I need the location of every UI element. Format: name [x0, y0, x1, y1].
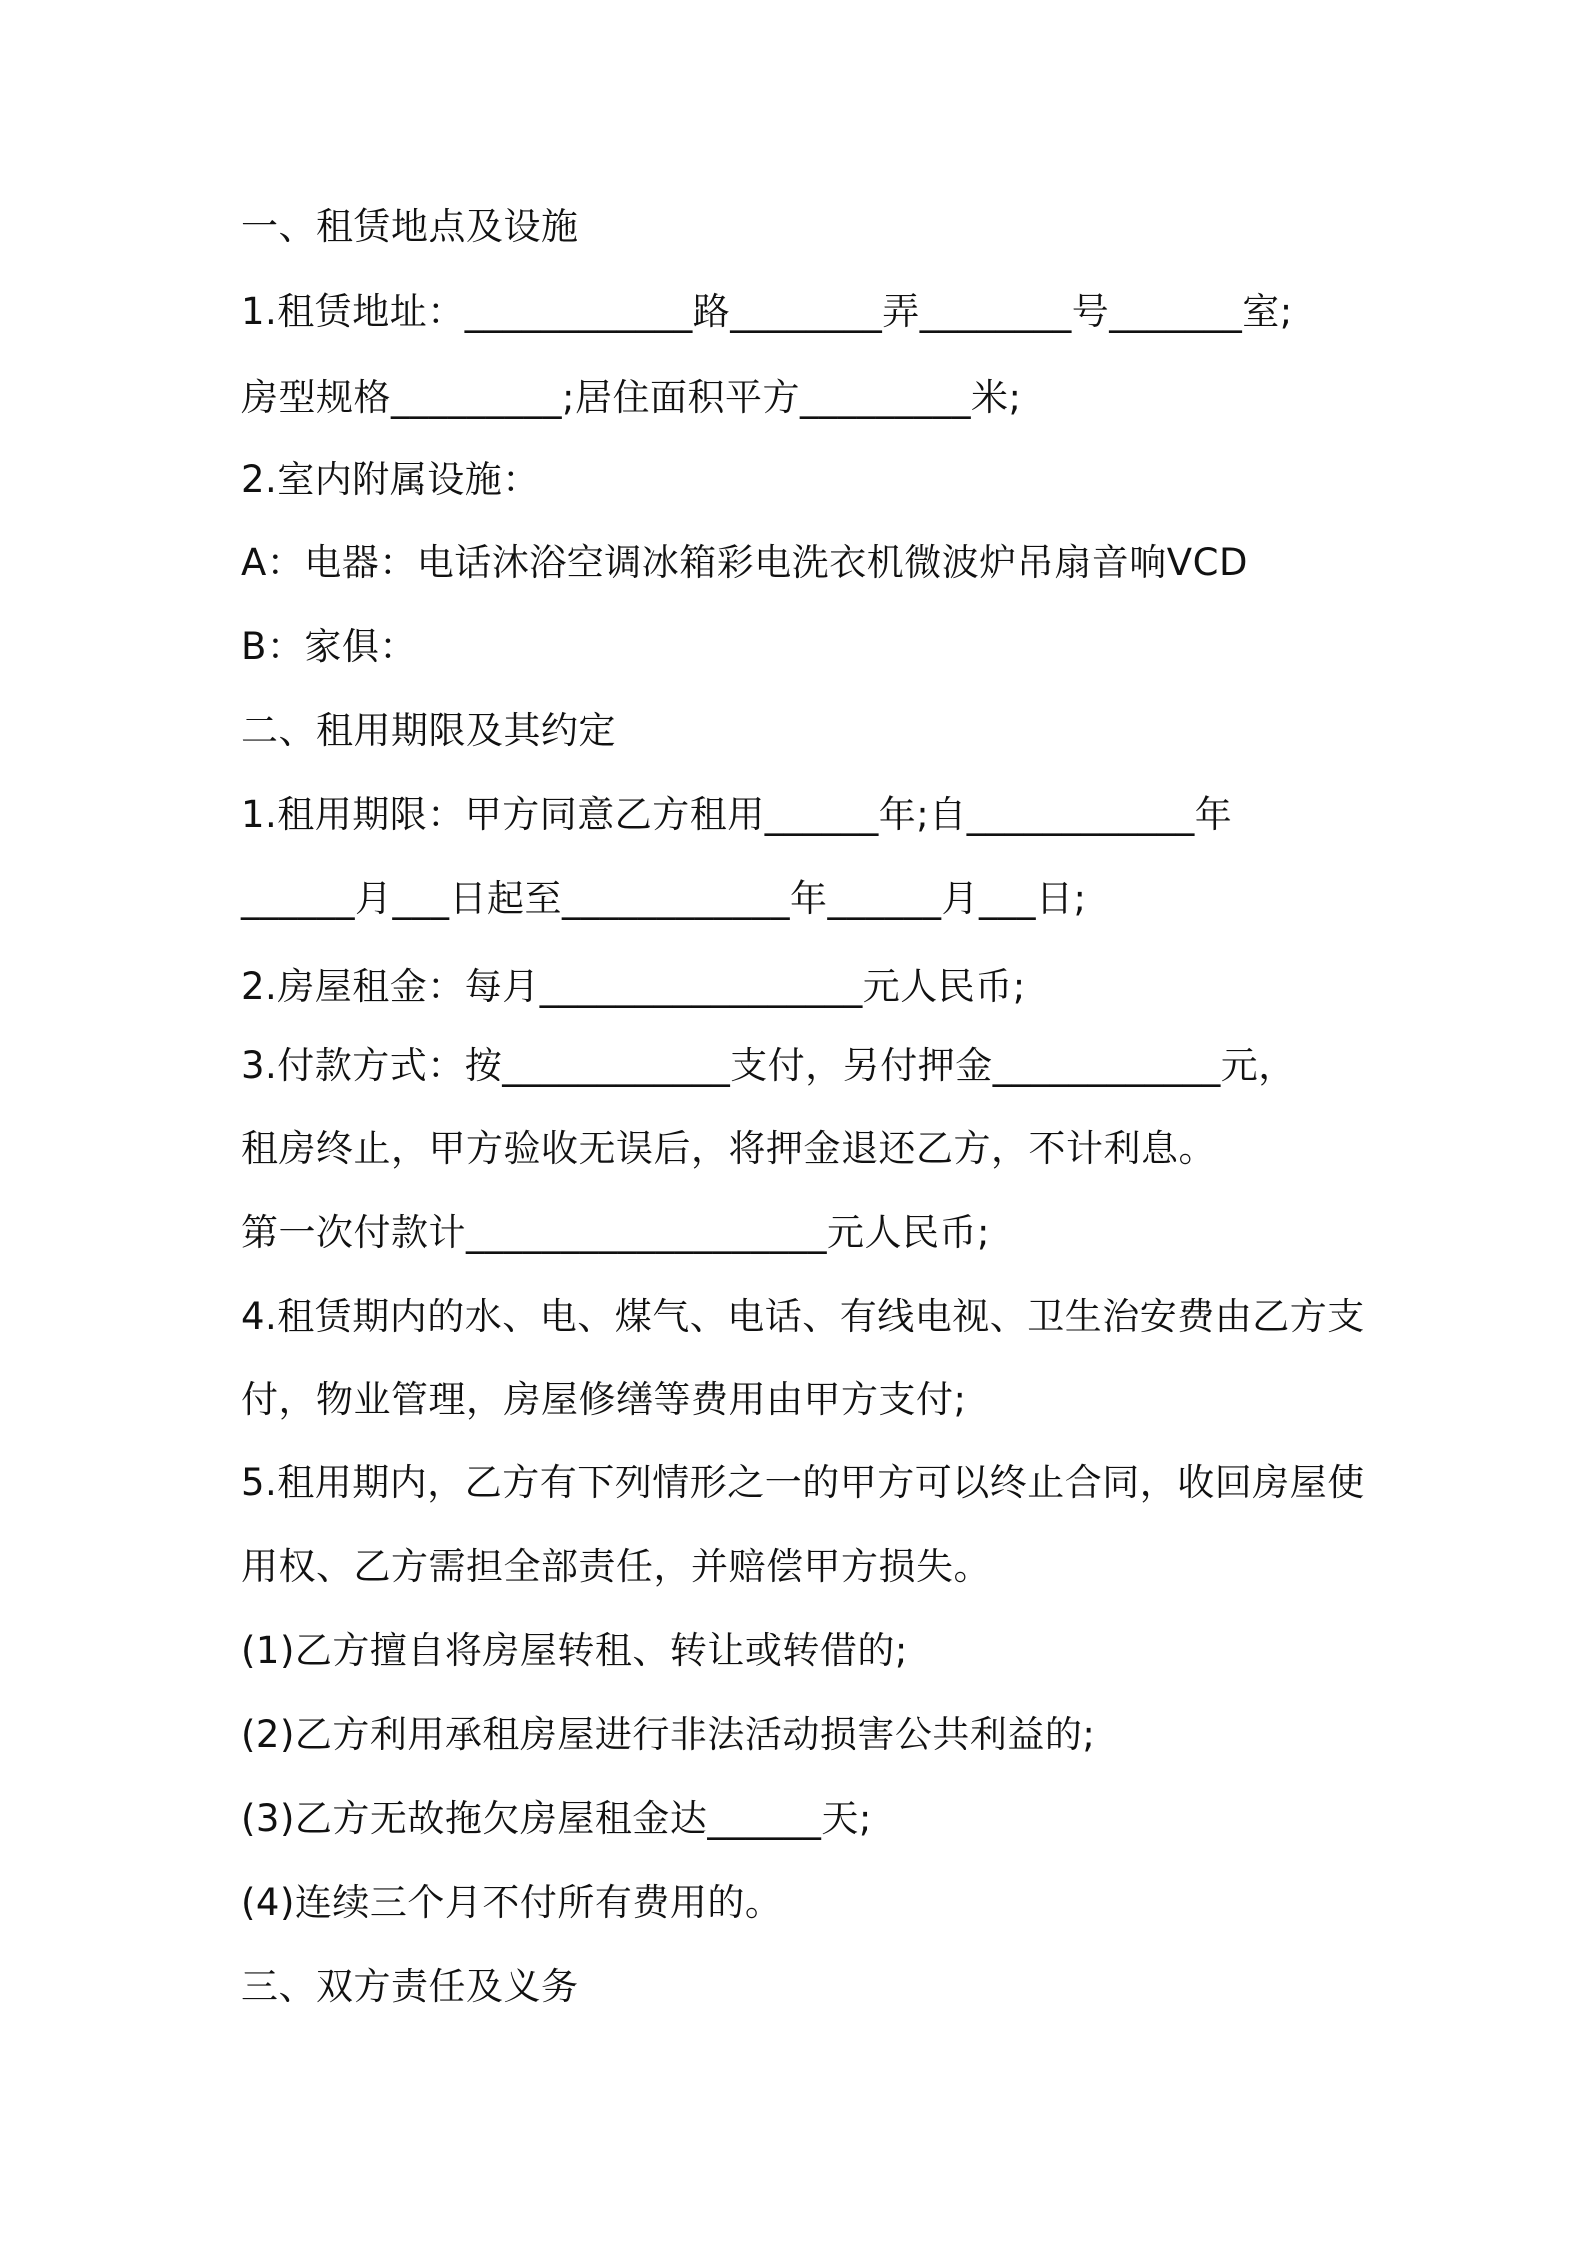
section-heading-3: 三、双方责任及义务 [241, 1965, 579, 2008]
text-line-appliances: A：电器：电话沐浴空调冰箱彩电洗衣机微波炉吊扇音响VCD [241, 541, 1248, 584]
text-line-first-payment: 第一次付款计___________________元人民币; [241, 1211, 990, 1254]
text-line-utilities-cont: 付，物业管理，房屋修缮等费用由甲方支付; [241, 1378, 967, 1421]
text-line-termination: 5.租用期内，乙方有下列情形之一的甲方可以终止合同，收回房屋使 [241, 1461, 1365, 1504]
section-heading-2: 二、租用期限及其约定 [241, 709, 616, 752]
list-item-2: (2)乙方利用承租房屋进行非法活动损害公共利益的; [241, 1713, 1096, 1756]
text-line-utilities: 4.租赁期内的水、电、煤气、电话、有线电视、卫生治安费由乙方支 [241, 1295, 1365, 1338]
text-line-termination-cont: 用权、乙方需担全部责任，并赔偿甲方损失。 [241, 1545, 991, 1588]
list-item-4: (4)连续三个月不付所有费用的。 [241, 1881, 783, 1924]
text-line-lease-dates: ______月___日起至____________年______月___日; [241, 877, 1087, 920]
text-line-address: 1.租赁地址：____________路________弄________号_______室; [241, 290, 1293, 333]
text-line-lease-term: 1.租用期限：甲方同意乙方租用______年;自____________年 [241, 793, 1233, 836]
text-line-rent: 2.房屋租金：每月_________________元人民币; [241, 965, 1026, 1008]
list-item-1: (1)乙方擅自将房屋转租、转让或转借的; [241, 1629, 908, 1672]
text-line-payment-method: 3.付款方式：按____________支付，另付押金____________元， [241, 1044, 1296, 1087]
text-line-facilities: 2.室内附属设施： [241, 458, 540, 501]
text-line-furniture: B：家俱： [241, 625, 417, 668]
text-line-deposit-return: 租房终止，甲方验收无误后，将押金退还乙方，不计利息。 [241, 1127, 1216, 1170]
text-line-room-type: 房型规格_________;居住面积平方_________米; [241, 376, 1022, 419]
section-heading-1: 一、租赁地点及设施 [241, 205, 579, 248]
list-item-3: (3)乙方无故拖欠房屋租金达______天; [241, 1797, 872, 1840]
